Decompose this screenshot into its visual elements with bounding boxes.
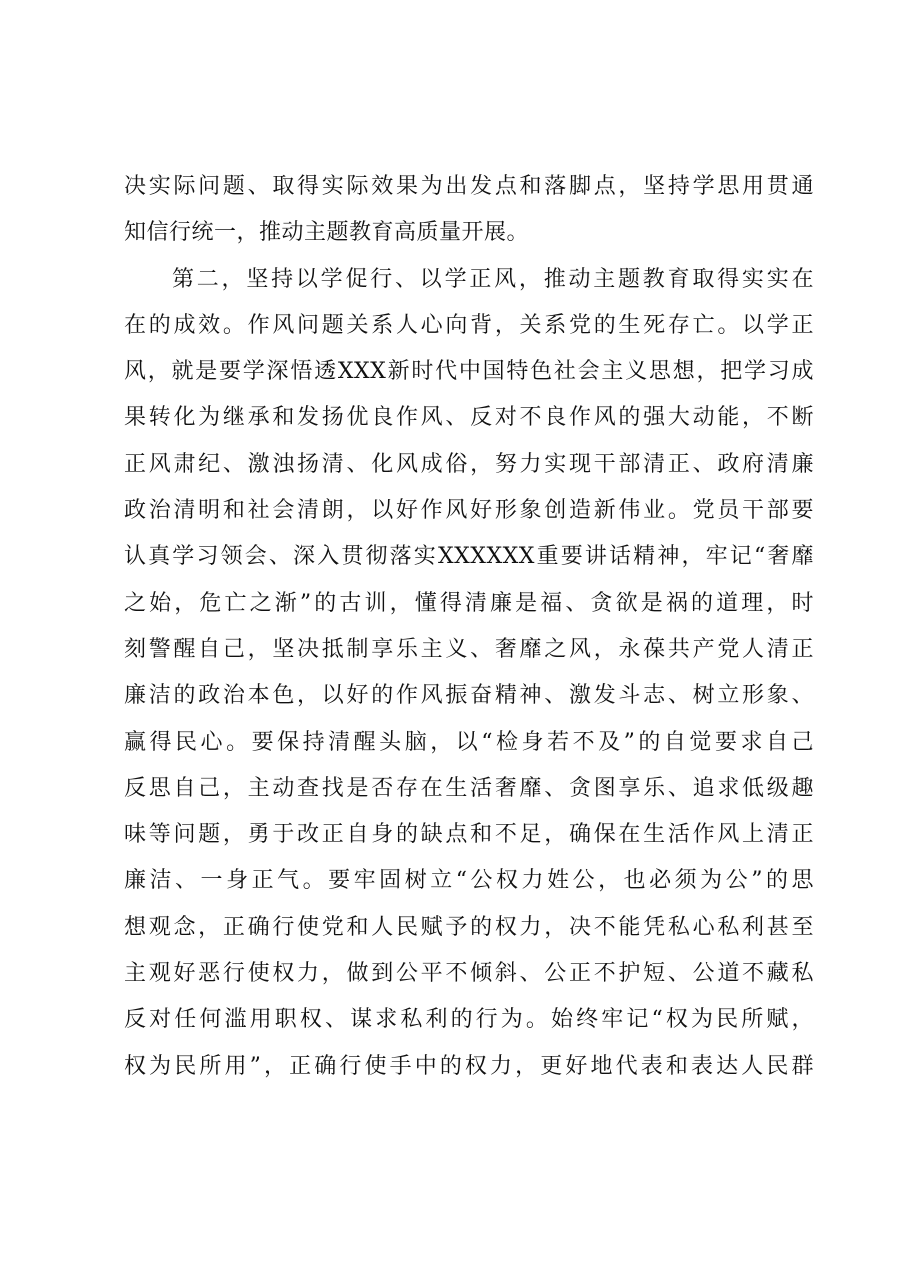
text-line: 味等问题，勇于改正自身的缺点和不足，确保在生活作风上清正 [124,822,814,848]
paragraph-first-line: 第二，坚持以学促行、以学正风，推动主题教育取得实实在 [172,266,814,292]
text-line: 廉洁、一身正气。要牢固树立“公权力姓公，也必须为公”的思 [124,868,814,894]
text-line: 正风肃纪、激浊扬清、化风成俗，努力实现干部清正、政府清廉 [124,451,814,477]
text-line: 决实际问题、取得实际效果为出发点和落脚点，坚持学思用贯通 [124,174,814,199]
text-line: 在的成效。作风问题关系人心向背，关系党的生死存亡。以学正 [124,312,814,338]
text-line: 廉洁的政治本色，以好的作风振奋精神、激发斗志、树立形象、 [124,683,814,709]
text-line: 政治清明和社会清朗，以好作风好形象创造新伟业。党员干部要 [124,498,814,524]
text-line: 刻警醒自己，坚决抵制享乐主义、奢靡之风，永葆共产党人清正 [124,636,814,662]
text-line: 知信行统一，推动主题教育高质量开展。 [124,220,530,246]
text-line: 果转化为继承和发扬优良作风、反对不良作风的强大动能，不断 [124,405,814,431]
text-line: 反对任何滥用职权、谋求私利的行为。始终牢记“权为民所赋， [124,1007,814,1033]
text-line: 赢得民心。要保持清醒头脑，以“检身若不及”的自觉要求自己 [124,729,814,755]
text-line: 主观好恶行使权力，做到公平不倾斜、公正不护短、公道不藏私 [124,961,814,987]
text-line: 反思自己，主动查找是否存在生活奢靡、贪图享乐、追求低级趣 [124,775,814,801]
text-line: 之始，危亡之渐”的古训，懂得清廉是福、贪欲是祸的道理，时 [124,590,814,616]
text-line: 想观念，正确行使党和人民赋予的权力，决不能凭私心私利甚至 [124,914,814,940]
text-line: 风，就是要学深悟透XXX新时代中国特色社会主义思想，把学习成 [124,359,814,385]
text-line: 权为民所用”，正确行使手中的权力，更好地代表和表达人民群 [124,1053,814,1079]
body-text [124,164,814,1090]
text-line: 认真学习领会、深入贯彻落实XXXXXX重要讲话精神，牢记“奢靡 [124,544,814,570]
